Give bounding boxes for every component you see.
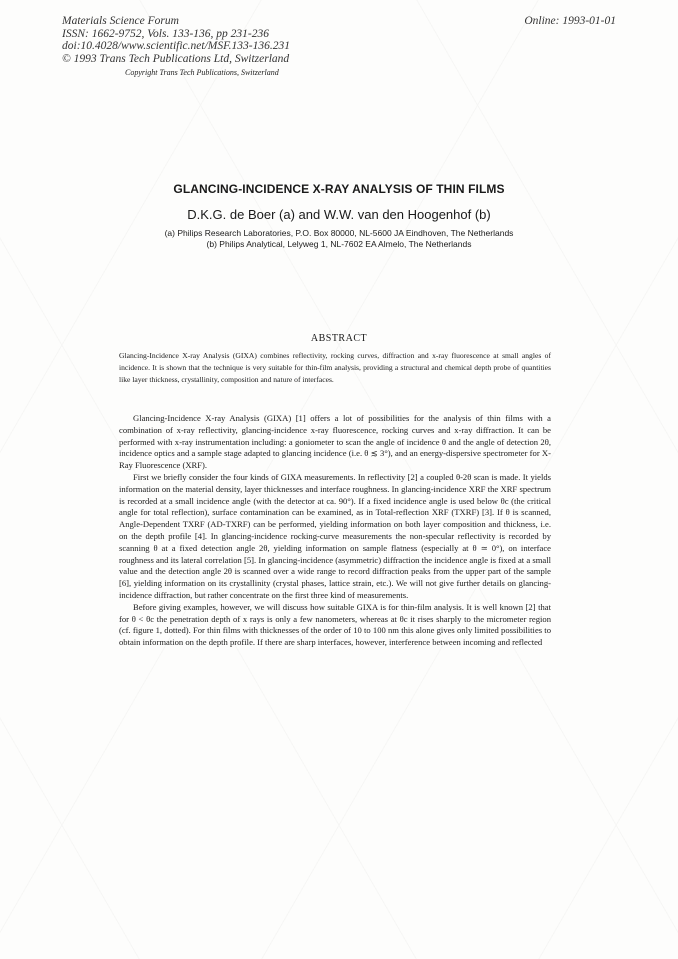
paper-authors: D.K.G. de Boer (a) and W.W. van den Hoogenhof (b) [187, 207, 491, 222]
abstract-heading: ABSTRACT [310, 333, 368, 344]
journal-name: Materials Science Forum [62, 15, 179, 27]
body-paragraph-2: First we briefly consider the four kinds of GIXA measurements. In reflectivity [2] a coupled θ-2θ scan is made. It yields information on the material density, layer thicknesses and interface roughness. In glancing-incidence XRF the XRF spectrum is recorded at a small incidence angle (with the detector at ca. 90°). If a fixed incidence angle is used below θc (the critical angle for total reflection), surface contamination can be examined, as in Total-reflection XRF (TXRF) [3]. If θ is scanned, Angle-Dependent TXRF (AD-TXRF) can be performed, yielding information on both layer composition and thickness, i.e. on the depth profile [4]. In glancing-incidence rocking-curve measurements the non-specular reflectivity is recorded by scanning θ at a fixed detection angle 2θ, yielding information on sample flatness (especially at θ ≃ 0°), on interface roughness and its lateral correlation [5]. In glancing-incidence (asymmetric) diffraction the incidence angle is fixed at a small value and the detection angle 2θ is scanned over a wide range to record diffraction peaks from the upper part of the sample [6], yielding information on its crystallinity (crystal phases, lattice strain, etc.). We will not give further details on glancing-incidence diffraction, but rather concentrate on the first three kind of measurements. [119, 471, 551, 600]
abstract-text: Glancing-Incidence X-ray Analysis (GIXA) combines reflectivity, rocking curves, diffraction and x-ray fluorescence at small angles of incidence. It is shown that the technique is very suitable for thin-film analysis, providing a structural and chemical depth probe of quantities like layer thickness, crystallinity, composition and nature of interfaces. [119, 351, 551, 384]
doi-line[interactable]: doi:10.4028/www.scientific.net/MSF.133-136.231 [62, 40, 290, 52]
affiliation-b: (b) Philips Analytical, Lelyweg 1, NL-7602 EA Almelo, The Netherlands [206, 239, 472, 249]
paper-title: GLANCING-INCIDENCE X-RAY ANALYSIS OF THIN FILMS [173, 182, 505, 196]
issn-line: ISSN: 1662-9752, Vols. 133-136, pp 231-236 [62, 27, 269, 40]
copyright-line: Copyright Trans Tech Publications, Switzerland [125, 68, 279, 77]
online-date: Online: 1993-01-01 [524, 15, 616, 27]
body-text [119, 413, 551, 649]
affiliation-a: (a) Philips Research Laboratories, P.O. Box 80000, NL-5600 JA Eindhoven, The Netherlands [164, 228, 514, 238]
publisher-line: © 1993 Trans Tech Publications Ltd, Switzerland [62, 52, 290, 65]
body-paragraph-1: Glancing-Incidence X-ray Analysis (GIXA) [1] offers a lot of possibilities for the analysis of thin films with a combination of x-ray reflectivity, glancing-incidence x-ray fluorescence, rocking curves and x-ray diffraction. It can be performed with x-ray instrumentation including: a goniometer to scan the angle of incidence θ and the angle of detection 2θ, incidence optics and a sample stage adapted to glancing incidence (i.e. θ ≲ 3°), and an energy-dispersive spectrometer for X-Ray Fluorescence (XRF). [119, 413, 551, 471]
body-paragraph-3: Before giving examples, however, we will discuss how suitable GIXA is for thin-film analysis. It is well known [2] that for θ < θc the penetration depth of x rays is only a few nanometers, whereas at θc it rises sharply to the micrometer region (cf. figure 1, dotted). For thin films with thicknesses of the order of 10 to 100 nm this alone gives only limited possibilities to obtain information on the depth profile. If there are sharp interfaces, however, interference between incoming and reflected [119, 601, 551, 648]
journal-header [62, 15, 290, 65]
